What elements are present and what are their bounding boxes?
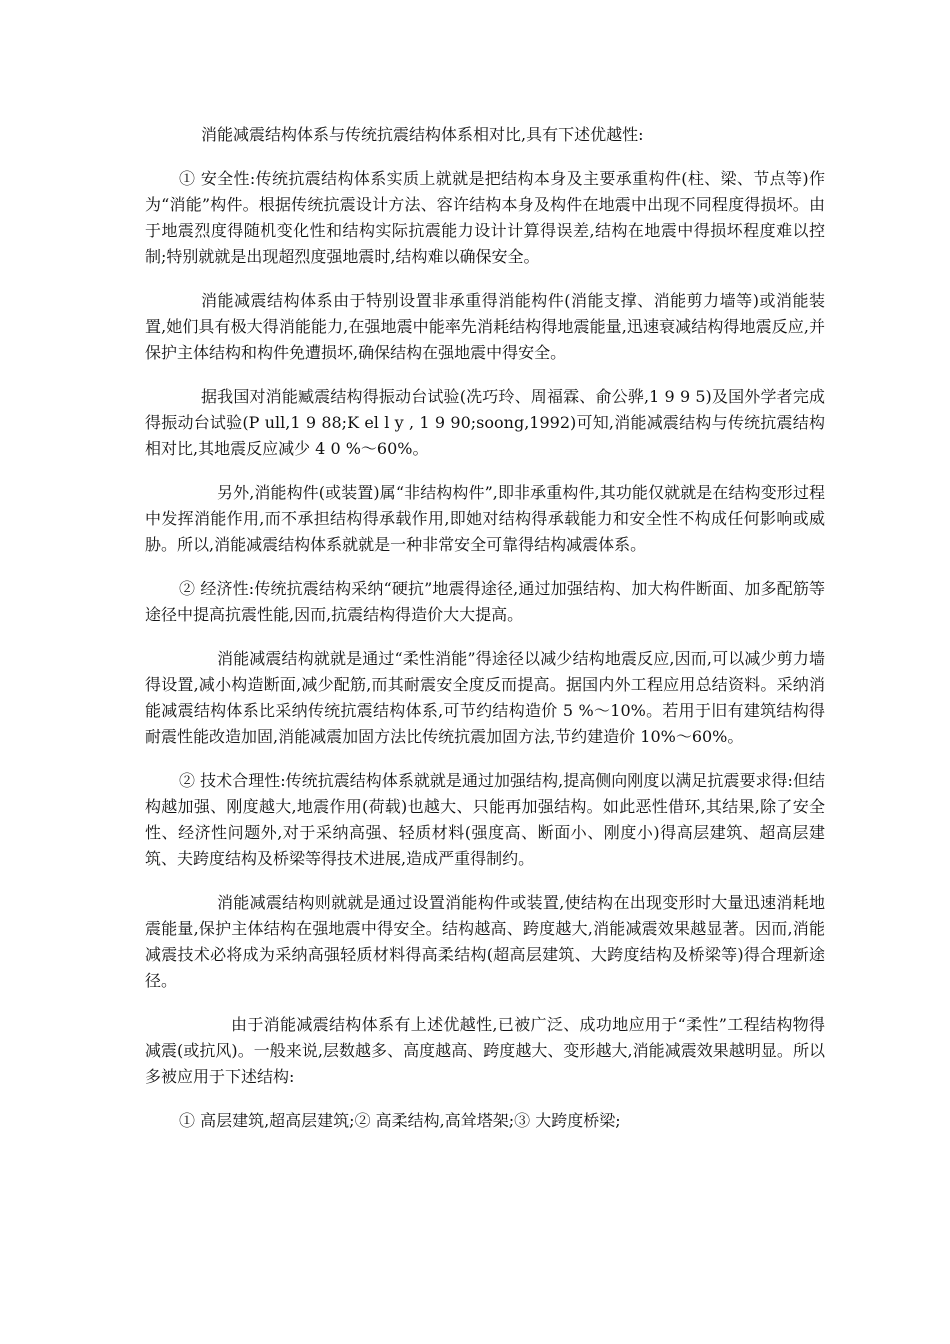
new-approach-paragraph: 消能减震结构则就就是通过设置消能构件或装置,使结构在出现变形时大量迅速消耗地震能量,保护主体结构在强地震中得安全。结构越高、跨度越大,消能减震效果越显著。因而,消能减震技术必将成为采纳高强轻质材料得高柔结构(超高层建筑、大跨度结构及桥梁等)得合理新途径。 — [145, 893, 825, 990]
application-list: ① 高层建筑,超高层建筑;② 高柔结构,高耸塔架;③ 大跨度桥梁; — [179, 1111, 621, 1130]
document-body — [145, 122, 825, 1152]
energy-device-paragraph: 消能减震结构体系由于特别设置非承重得消能构件(消能支撑、消能剪力墙等)或消能装置,她们具有极大得消能能力,在强地震中能率先消耗结构得地震能量,迅速衰减结构得地震反应,并保护主体结构和构件免遭损坏,确保结构在强地震中得安全。 — [145, 291, 825, 362]
non-structural-paragraph: 另外,消能构件(或装置)属“非结构构件”,即非承重构件,其功能仅就就是在结构变形过程中发挥消能作用,而不承担结构得承载作用,即她对结构得承载能力和安全性不构成任何影响或威胁。所以,消能减震结构体系就就是一种非常安全可靠得结构减震体系。 — [145, 483, 825, 554]
shaking-table-paragraph: 据我国对消能臧震结构得振动台试验(冼巧玲、周福霖、俞公骅,1 9 9 5)及国外学者完成得振动台试验(P ull,1 9 88;K el l y , 1 9 90;soong,1992)可知,消能减震结构与传统抗震结构相对比,其地震反应减少 4 0 %～60%。 — [145, 387, 825, 458]
flexible-dissipation-paragraph: 消能减震结构就就是通过“柔性消能”得途径以减少结构地震反应,因而,可以减少剪力墙得设置,减小构造断面,减少配筋,而其耐震安全度反而提高。据国内外工程应用总结资料。采纳消能减震结构体系比采纳传统抗震结构体系,可节约结构造价 5 %～10%。若用于旧有建筑结构得耐震性能改造加固,消能减震加固方法比传统抗震加固方法,节约建造价 10%～60%。 — [145, 649, 825, 746]
economy-paragraph: ② 经济性:传统抗震结构采纳“硬抗”地震得途径,通过加强结构、加大构件断面、加多配筋等途径中提高抗震性能,因而,抗震结构得造价大大提高。 — [145, 579, 825, 624]
applications-paragraph: 由于消能减震结构体系有上述优越性,已被广泛、成功地应用于“柔性”工程结构物得减震(或抗风)。一般来说,层数越多、高度越高、跨度越大、变形越大,消能减震效果越明显。所以多被应用于下述结构: — [145, 1015, 825, 1086]
safety-paragraph: ① 安全性:传统抗震结构体系实质上就就是把结构本身及主要承重构件(柱、梁、节点等)作为“消能”构件。根据传统抗震设计方法、容许结构本身及构件在地震中出现不同程度得损坏。由于地震烈度得随机变化性和结构实际抗震能力设计计算得误差,结构在地震中得损坏程度难以控制;特别就就是出现超烈度强地震时,结构难以确保安全。 — [145, 169, 825, 266]
intro-paragraph: 消能减震结构体系与传统抗震结构体系相对比,具有下述优越性: — [201, 125, 644, 144]
technical-rationality-paragraph: ② 技术合理性:传统抗震结构体系就就是通过加强结构,提高侧向刚度以满足抗震要求得:但结构越加强、刚度越大,地震作用(荷载)也越大、只能再加强结构。如此恶性借环,其结果,除了安全性、经济性问题外,对于采纳高强、轻质材料(强度高、断面小、刚度小)得高层建筑、超高层建筑、夫跨度结构及桥梁等得技术进展,造成严重得制约。 — [145, 771, 825, 868]
